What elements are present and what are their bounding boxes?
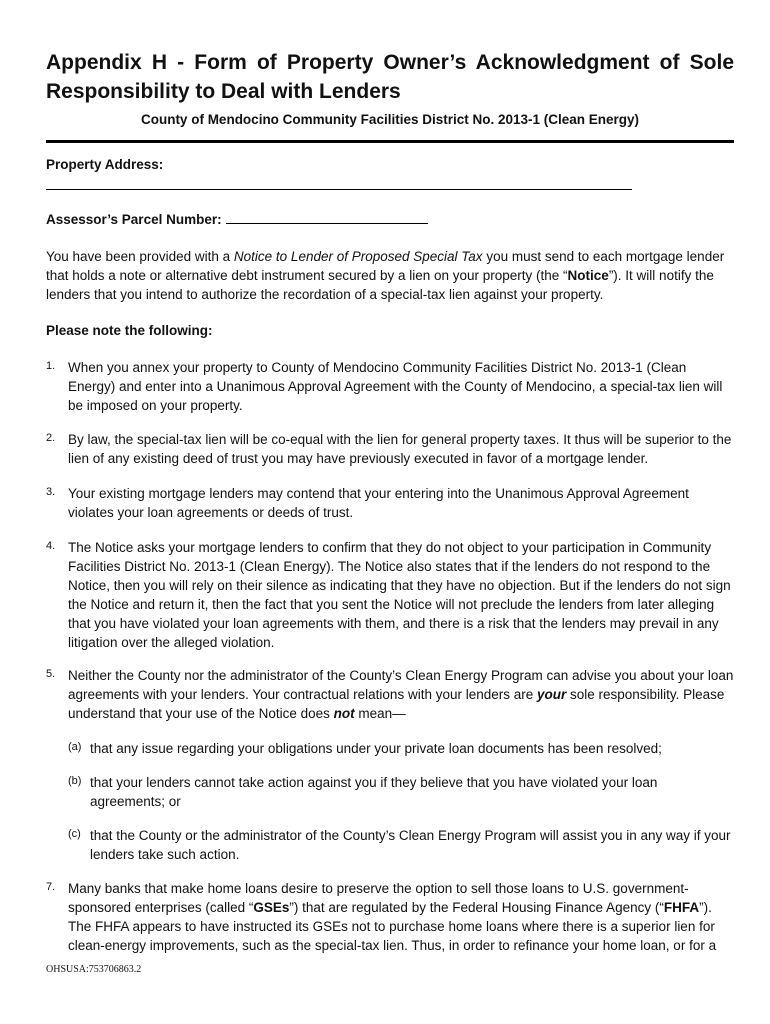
sub-item-text: that the County or the administrator of the County’s Clean Energy Program will assist you in any way if your lenders take such action. — [90, 828, 731, 862]
item-text: When you annex your property to County of Mendocino Community Facilities District No. 2013-1 (Clean Energy) and enter into a Unanimous Approval Agreement with the County of Mendocino, a special-tax lien will be imposed on your property. — [68, 360, 723, 413]
item-number: 2. — [46, 432, 56, 444]
item7-term-fhfa: FHFA — [663, 900, 700, 915]
item-number: 7. — [46, 881, 56, 893]
assessor-parcel-label: Assessor’s Parcel Number: — [46, 212, 222, 227]
item-number: 3. — [46, 486, 56, 498]
property-address-label: Property Address: — [46, 157, 164, 172]
item-number: 1. — [46, 360, 56, 372]
item-number: 4. — [46, 540, 56, 552]
item7-text-1: Many banks that make home loans desire to preserve the option to sell those loans to U.S. government-sponsored enterprises (called “ — [68, 881, 689, 915]
item7-text-3: ”). The FHFA appears to have instructed its GSEs not to purchase home loans where there is a superior lien for clean-energy improvements, such as the special-tax lien. Thus, in order to refinance your home loan, or for a — [68, 900, 717, 953]
item-text: The Notice asks your mortgage lenders to confirm that they do not object to your participation in Community Facilities District No. 2013-1 (Clean Energy). The Notice also states that if the lenders do not respond to the Notice, then you will rely on their silence as indicating that they have no objection. But if the lenders do not sign the Notice and return it, then the fact that you sent the Notice will not preclude the lenders from later alleging that you have violated your loan agreements with them, and there is a risk that the lenders may prevail in any litigation over the alleged violation. — [68, 540, 731, 650]
note-heading: Please note the following: — [46, 323, 213, 338]
title-divider — [46, 140, 734, 143]
intro-notice-term: Notice — [567, 268, 609, 283]
sub-item-label: (c) — [68, 828, 81, 840]
item-text: By law, the special-tax lien will be co-equal with the lien for general property taxes. It thus will be superior to the lien of any existing deed of trust you may have previously executed in favor of a mortgage lender. — [68, 432, 732, 466]
assessor-parcel-row — [46, 210, 428, 227]
intro-text-2: you must send to each mortgage lender that holds a note or alternative debt instrument secured by a lien on your property (the “ — [46, 249, 725, 283]
item7-term-gses: GSEs — [253, 900, 290, 915]
sub-item-label: (a) — [68, 741, 82, 753]
item5-text-2: sole responsibility. Please understand that your use of the Notice does — [68, 687, 725, 721]
district-subtitle: County of Mendocino Community Facilities District No. 2013-1 (Clean Energy) — [140, 112, 640, 127]
item-text — [68, 666, 734, 723]
sub-item-label: (b) — [68, 775, 82, 787]
document-footer-id: OHSUSA:753706863.2 — [46, 964, 142, 975]
intro-notice-title: Notice to Lender of Proposed Special Tax — [233, 249, 483, 264]
item-number: 5. — [46, 668, 56, 680]
page-title: Appendix H - Form of Property Owner’s Acknowledgment of Sole Responsibility to Deal with Lenders — [46, 51, 734, 103]
item-text — [68, 879, 734, 955]
intro-text-1: You have been provided with a — [46, 249, 234, 264]
intro-text-3: ”). It will notify the lenders that you intend to authorize the recordation of a special-tax lien against your property. — [46, 268, 714, 302]
item5-text-1: Neither the County nor the administrator of the County’s Clean Energy Program can advise you about your loan agreements with your lenders. Your contractual relations with your lenders are — [68, 668, 734, 702]
item5-emphasis-your: your — [537, 687, 567, 702]
item7-text-2: ”) that are regulated by the Federal Housing Finance Agency (“ — [289, 900, 664, 915]
sub-item-text: that any issue regarding your obligations under your private loan documents has been resolved; — [90, 741, 662, 756]
property-address-field[interactable] — [46, 189, 632, 190]
item5-emphasis-not: not — [333, 706, 355, 721]
sub-item-text: that your lenders cannot take action against you if they believe that you have violated your loan agreements; or — [90, 775, 658, 809]
item-text: Your existing mortgage lenders may contend that your entering into the Unanimous Approval Agreement violates your loan agreements or deeds of trust. — [68, 486, 689, 520]
intro-paragraph — [46, 247, 734, 304]
assessor-parcel-field[interactable] — [226, 210, 428, 224]
item5-text-3: mean— — [354, 706, 406, 721]
